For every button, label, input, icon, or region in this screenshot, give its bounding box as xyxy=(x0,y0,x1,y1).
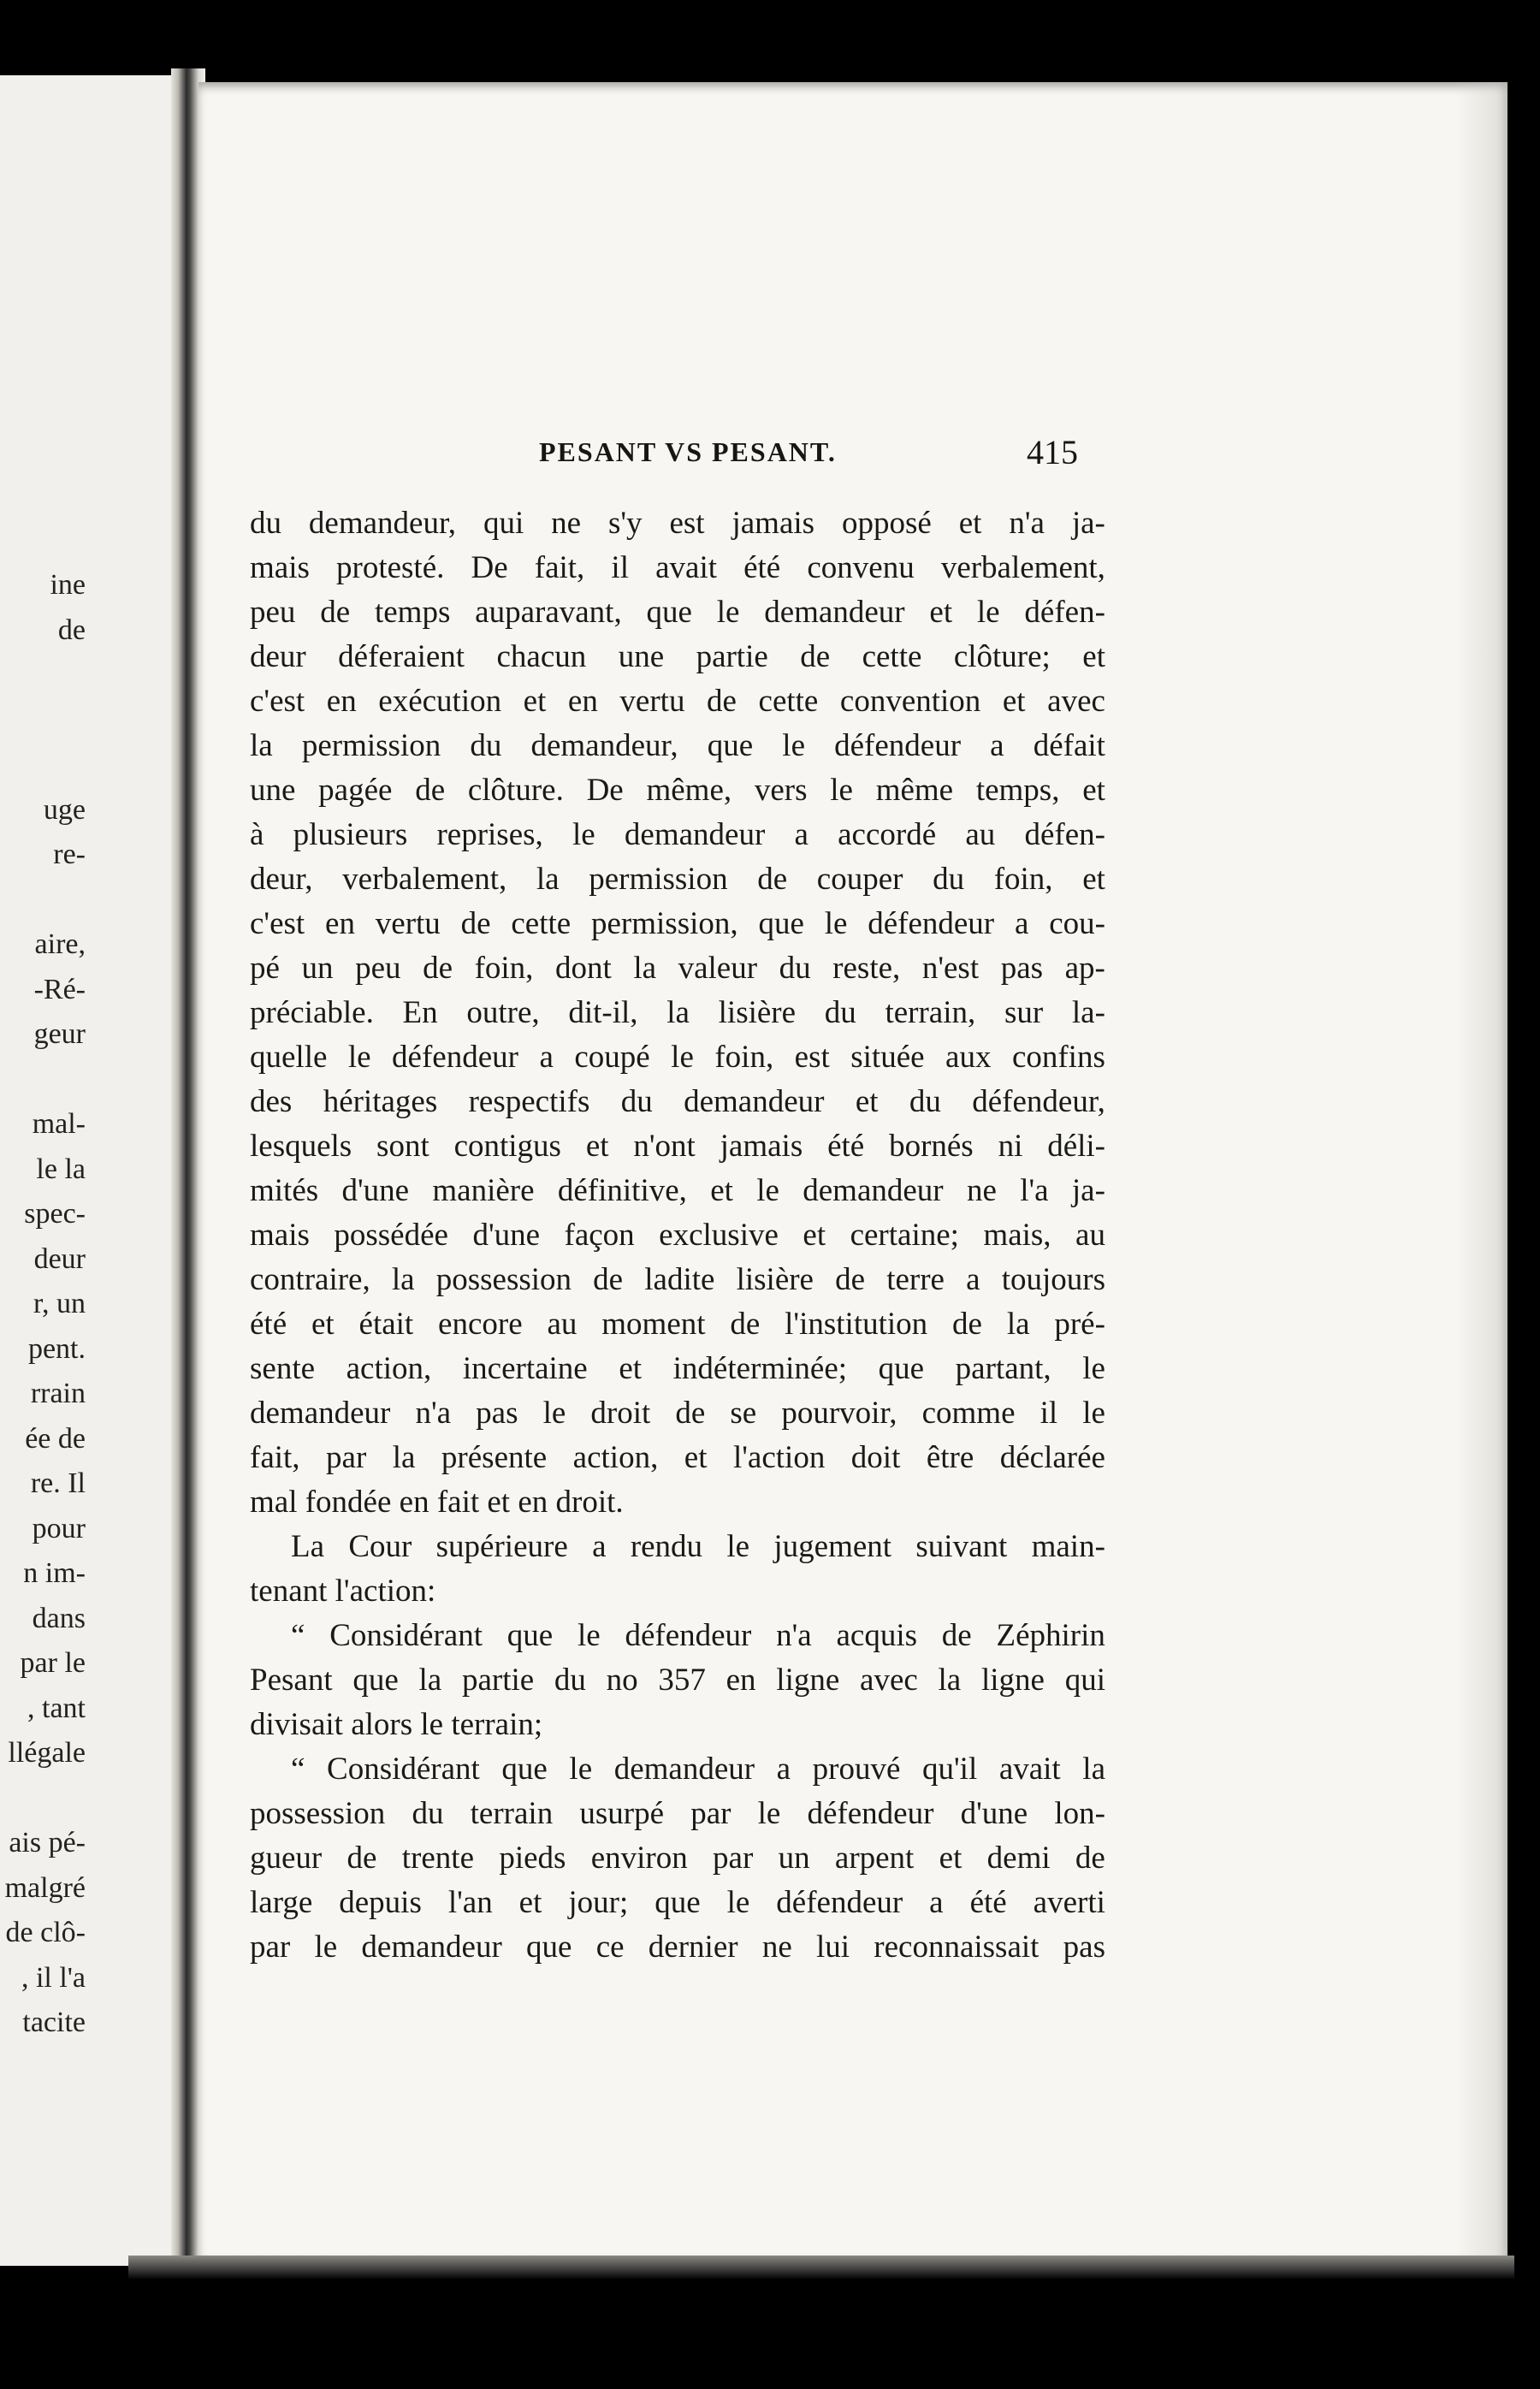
left-margin-line: de clô- xyxy=(5,1917,86,1948)
text-line: large depuis l'an et jour; que le défendeur a été averti xyxy=(250,1885,1105,1920)
left-margin-line: n im- xyxy=(23,1557,86,1589)
text-line: La Cour supérieure a rendu le jugement suivant main- xyxy=(291,1529,1105,1564)
left-margin-line: mal- xyxy=(32,1108,86,1140)
left-margin-line: spec- xyxy=(24,1198,86,1230)
text-line: à plusieurs reprises, le demandeur a accordé au défen- xyxy=(250,817,1105,852)
left-margin-line: pent. xyxy=(27,1332,86,1365)
page-edge-shadow xyxy=(1456,82,1507,2260)
left-margin-line xyxy=(0,878,86,923)
left-margin-line: ée de xyxy=(25,1422,86,1455)
left-margin-line: rrain xyxy=(30,1378,86,1409)
text-line: préciable. En outre, dit-il, la lisière du terrain, sur la- xyxy=(250,995,1105,1030)
left-margin-line: de xyxy=(57,614,86,646)
left-margin-line: re. Il xyxy=(30,1467,86,1499)
text-line: c'est en vertu de cette permission, que le défendeur a cou- xyxy=(250,906,1105,941)
left-margin-line xyxy=(0,1058,86,1103)
left-margin-line: pour xyxy=(32,1512,86,1544)
text-line: divisait alors le terrain; xyxy=(250,1707,543,1742)
text-line: mal fondée en fait et en droit. xyxy=(250,1485,624,1520)
left-margin-line: dans xyxy=(32,1602,86,1634)
left-margin-line: deur xyxy=(33,1242,86,1275)
left-margin-line: tacite xyxy=(22,2007,86,2038)
text-line: “ Considérant que le défendeur n'a acquis de Zéphirin xyxy=(291,1618,1105,1653)
left-page-text xyxy=(0,563,86,2046)
text-line: mités d'une manière définitive, et le demandeur ne l'a ja- xyxy=(250,1173,1105,1208)
left-margin-line: ais pé- xyxy=(9,1827,86,1858)
left-margin-line: aire, xyxy=(34,928,86,960)
text-line: sente action, incertaine et indéterminée; que partant, le xyxy=(250,1351,1105,1386)
text-line: quelle le défendeur a coupé le foin, est située aux confins xyxy=(250,1040,1105,1075)
left-margin-line xyxy=(0,653,86,698)
text-line: possession du terrain usurpé par le défendeur d'une lon- xyxy=(250,1796,1105,1831)
left-margin-line: , il l'a xyxy=(21,1961,86,1994)
left-margin-line: ine xyxy=(50,569,86,601)
text-line: lesquels sont contigus et n'ont jamais été bornés ni déli- xyxy=(250,1129,1105,1164)
text-line: pé un peu de foin, dont la valeur du reste, n'est pas ap- xyxy=(250,951,1105,986)
left-margin-line: uge xyxy=(43,793,86,826)
left-margin-line xyxy=(0,1776,86,1822)
running-title: PESANT VS PESANT. xyxy=(539,436,837,467)
text-line: par le demandeur que ce dernier ne lui reconnaissait pas xyxy=(250,1930,1105,1965)
text-line: fait, par la présente action, et l'action doit être déclarée xyxy=(250,1440,1105,1475)
page-bottom-edge xyxy=(128,2256,1514,2279)
text-line: “ Considérant que le demandeur a prouvé qu'il avait la xyxy=(291,1752,1105,1787)
text-line: des héritages respectifs du demandeur et du défendeur, xyxy=(250,1084,1105,1119)
text-line: mais possédée d'une façon exclusive et certaine; mais, au xyxy=(250,1218,1105,1253)
left-margin-line: r, un xyxy=(33,1288,86,1319)
left-margin-line: re- xyxy=(53,839,86,870)
left-page-fragment xyxy=(0,75,190,2266)
left-margin-line xyxy=(0,698,86,744)
text-line: c'est en exécution et en vertu de cette convention et avec xyxy=(250,684,1105,719)
text-line: demandeur n'a pas le droit de se pourvoir, comme il le xyxy=(250,1396,1105,1431)
text-line: mais protesté. De fait, il avait été convenu verbalement, xyxy=(250,550,1105,585)
left-margin-line: par le xyxy=(20,1647,86,1679)
text-line: tenant l'action: xyxy=(250,1574,436,1609)
text-line: contraire, la possession de ladite lisière de terre a toujours xyxy=(250,1262,1105,1297)
left-margin-line: malgré xyxy=(4,1871,86,1904)
left-margin-line: llégale xyxy=(8,1737,86,1769)
text-line: du demandeur, qui ne s'y est jamais opposé et n'a ja- xyxy=(250,506,1105,541)
left-margin-line xyxy=(0,743,86,788)
text-line: deur, verbalement, la permission de couper du foin, et xyxy=(250,862,1105,897)
page-number: 415 xyxy=(1027,433,1078,471)
left-margin-line: le la xyxy=(36,1153,86,1185)
body-text xyxy=(250,501,1105,1970)
left-margin-line: -Ré- xyxy=(33,973,86,1005)
text-line: la permission du demandeur, que le défendeur a défait xyxy=(250,728,1105,763)
left-margin-line: , tant xyxy=(27,1692,86,1724)
text-line: deur déferaient chacun une partie de cette clôture; et xyxy=(250,639,1105,674)
text-line: été et était encore au moment de l'institution de la pré- xyxy=(250,1307,1105,1342)
text-line: une pagée de clôture. De même, vers le même temps, et xyxy=(250,773,1105,808)
text-line: peu de temps auparavant, que le demandeur et le défen- xyxy=(250,595,1105,630)
left-margin-line: geur xyxy=(33,1018,86,1050)
text-line: Pesant que la partie du no 357 en ligne avec la ligne qui xyxy=(250,1663,1105,1698)
text-line: gueur de trente pieds environ par un arpent et demi de xyxy=(250,1841,1105,1876)
